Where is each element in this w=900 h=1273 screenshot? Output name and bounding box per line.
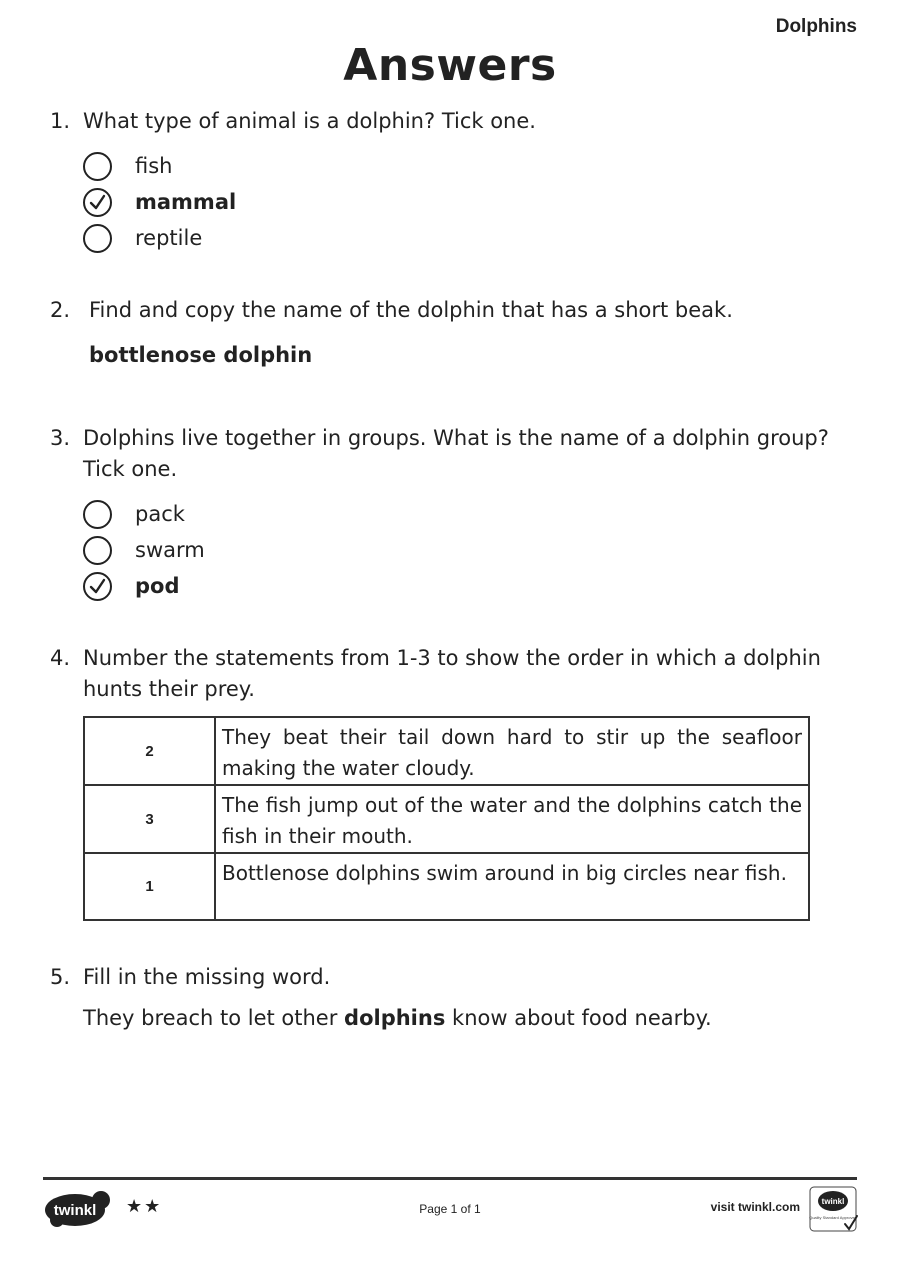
- table-row: [84, 717, 809, 785]
- sentence-before: They breach to let other: [83, 1006, 338, 1030]
- radio-circle[interactable]: [83, 500, 112, 529]
- question-3: [50, 423, 840, 485]
- ordering-table: [83, 716, 810, 921]
- quality-badge-icon: [809, 1186, 859, 1234]
- question-number: 5.: [50, 965, 71, 989]
- question-text: Find and copy the name of the dolphin that has a short beak.: [89, 298, 733, 322]
- option-label: reptile: [135, 226, 203, 250]
- q5-sentence: [83, 1006, 712, 1030]
- statement-cell: The fish jump out of the water and the dolphins catch the fish in their mouth.: [215, 785, 809, 853]
- statement-cell: They beat their tail down hard to stir up the seafloor making the water cloudy.: [215, 717, 809, 785]
- question-text: Dolphins live together in groups. What is the name of a dolphin group? Tick one.: [83, 426, 829, 481]
- question-number: 3.: [50, 426, 71, 450]
- document-topic: Dolphins: [775, 16, 857, 37]
- option-label: swarm: [135, 538, 205, 562]
- order-number-cell[interactable]: 2: [84, 717, 215, 785]
- option-mammal[interactable]: [83, 184, 236, 220]
- page-number: Page 1 of 1: [419, 1202, 481, 1216]
- radio-circle[interactable]: [83, 152, 112, 181]
- table-row: [84, 853, 809, 920]
- question-1: [50, 106, 840, 137]
- option-pack[interactable]: [83, 496, 205, 532]
- radio-circle-checked[interactable]: [83, 572, 112, 601]
- table-row: [84, 785, 809, 853]
- radio-circle[interactable]: [83, 224, 112, 253]
- option-label: fish: [135, 154, 173, 178]
- question-5: [50, 962, 840, 993]
- statement-cell: Bottlenose dolphins swim around in big circles near fish.: [215, 853, 809, 920]
- q2-answer: bottlenose dolphin: [89, 343, 313, 367]
- option-reptile[interactable]: [83, 220, 236, 256]
- star-rating: ★★: [126, 1196, 163, 1217]
- visit-link[interactable]: visit twinkl.com: [710, 1200, 800, 1214]
- radio-circle[interactable]: [83, 536, 112, 565]
- order-number-cell[interactable]: 1: [84, 853, 215, 920]
- question-text: What type of animal is a dolphin? Tick one.: [83, 109, 536, 133]
- question-number: 1.: [50, 109, 71, 133]
- option-fish[interactable]: [83, 148, 236, 184]
- page-title: Answers: [343, 40, 557, 91]
- q5-answer: dolphins: [344, 1006, 446, 1030]
- option-swarm[interactable]: [83, 532, 205, 568]
- badge-text: Quality Standard Approved: [809, 1215, 857, 1220]
- radio-circle-checked[interactable]: [83, 188, 112, 217]
- logo-text: twinkl: [53, 1202, 97, 1219]
- checkmark-icon: [88, 577, 107, 596]
- option-pod[interactable]: [83, 568, 205, 604]
- question-number: 2.: [50, 298, 71, 322]
- question-number: 4.: [50, 646, 71, 670]
- q1-options: [83, 148, 236, 256]
- order-number-cell[interactable]: 3: [84, 785, 215, 853]
- question-2: [50, 295, 840, 326]
- sentence-after: know about food nearby.: [452, 1006, 712, 1030]
- option-label: pod: [135, 574, 180, 598]
- question-4: [50, 643, 840, 705]
- badge-logo-text: twinkl: [821, 1197, 845, 1206]
- option-label: mammal: [135, 190, 237, 214]
- question-text: Fill in the missing word.: [83, 965, 331, 989]
- question-text: Number the statements from 1-3 to show the order in which a dolphin hunts their prey.: [83, 646, 821, 701]
- option-label: pack: [135, 502, 185, 526]
- checkmark-icon: [88, 193, 107, 212]
- footer-divider: [43, 1177, 857, 1180]
- q3-options: [83, 496, 205, 604]
